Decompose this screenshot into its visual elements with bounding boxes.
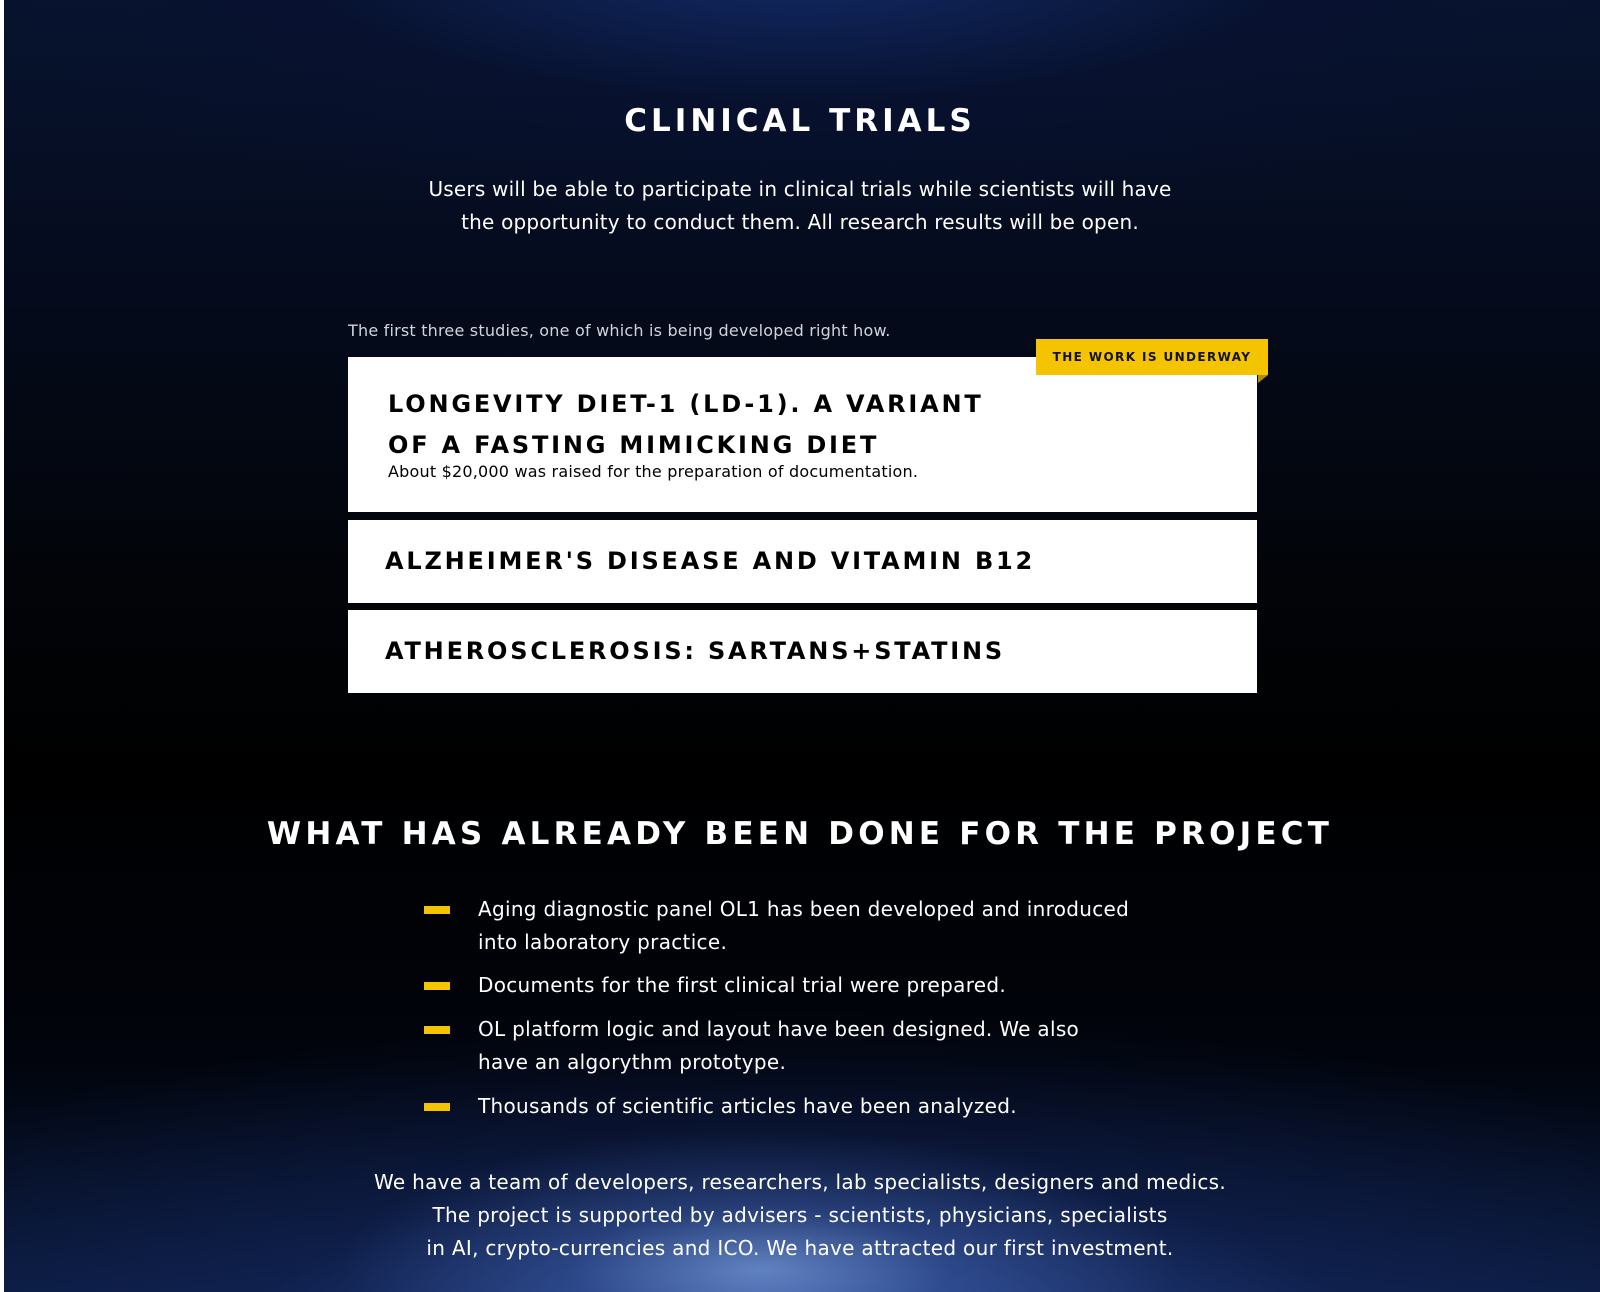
- list-item-text: Aging diagnostic panel OL1 has been developed and inroduced: [478, 897, 1130, 921]
- study-title-line: OF A FASTING MIMICKING DIET: [388, 431, 880, 459]
- work-underway-badge: THE WORK IS UNDERWAY: [1036, 339, 1268, 375]
- outro-line: We have a team of developers, researchers, lab specialists, designers and medics.: [373, 1170, 1226, 1194]
- intro-line: Users will be able to participate in clinical trials while scientists will have: [428, 177, 1172, 201]
- studies-caption: The first three studies, one of which is being developed right how.: [348, 321, 891, 340]
- list-item: [478, 1013, 1238, 1079]
- study-title: ATHEROSCLEROSIS: SARTANS+STATINS: [385, 637, 1005, 665]
- team-paragraph: [330, 1166, 1270, 1265]
- outro-line: The project is supported by advisers - scientists, physicians, specialists: [432, 1203, 1168, 1227]
- list-item-text: have an algorythm prototype.: [478, 1050, 787, 1074]
- list-item: [478, 969, 1238, 1002]
- intro-line: the opportunity to conduct them. All research results will be open.: [461, 210, 1139, 234]
- clinical-trials-title: CLINICAL TRIALS: [624, 103, 976, 139]
- yellow-dash-icon: [424, 1026, 450, 1034]
- list-item: [478, 893, 1238, 959]
- list-item-text: Thousands of scientific articles have been analyzed.: [478, 1094, 1017, 1118]
- clinical-trials-intro: [330, 173, 1270, 239]
- study-title: ALZHEIMER'S DISEASE AND VITAMIN B12: [385, 547, 1036, 575]
- study-card-longevity-diet[interactable]: [348, 357, 1257, 512]
- list-item-text: Documents for the first clinical trial were prepared.: [478, 973, 1007, 997]
- list-item-text: OL platform logic and layout have been designed. We also: [478, 1017, 1080, 1041]
- study-subtitle: About $20,000 was raised for the preparation of documentation.: [388, 462, 919, 481]
- study-card-alzheimers[interactable]: [348, 520, 1257, 603]
- study-title: [388, 384, 988, 466]
- badge-fold-corner: [1258, 375, 1268, 383]
- yellow-dash-icon: [424, 1103, 450, 1111]
- list-item: [478, 1090, 1238, 1123]
- yellow-dash-icon: [424, 982, 450, 990]
- outro-line: in AI, crypto-currencies and ICO. We have attracted our first investment.: [426, 1236, 1174, 1260]
- study-card-atherosclerosis[interactable]: [348, 610, 1257, 693]
- yellow-dash-icon: [424, 906, 450, 914]
- study-title-line: LONGEVITY DIET-1 (LD-1). A VARIANT: [388, 390, 984, 418]
- left-edge-strip: [0, 0, 4, 1292]
- done-section-title: WHAT HAS ALREADY BEEN DONE FOR THE PROJECT: [266, 816, 1334, 852]
- list-item-text: into laboratory practice.: [478, 930, 728, 954]
